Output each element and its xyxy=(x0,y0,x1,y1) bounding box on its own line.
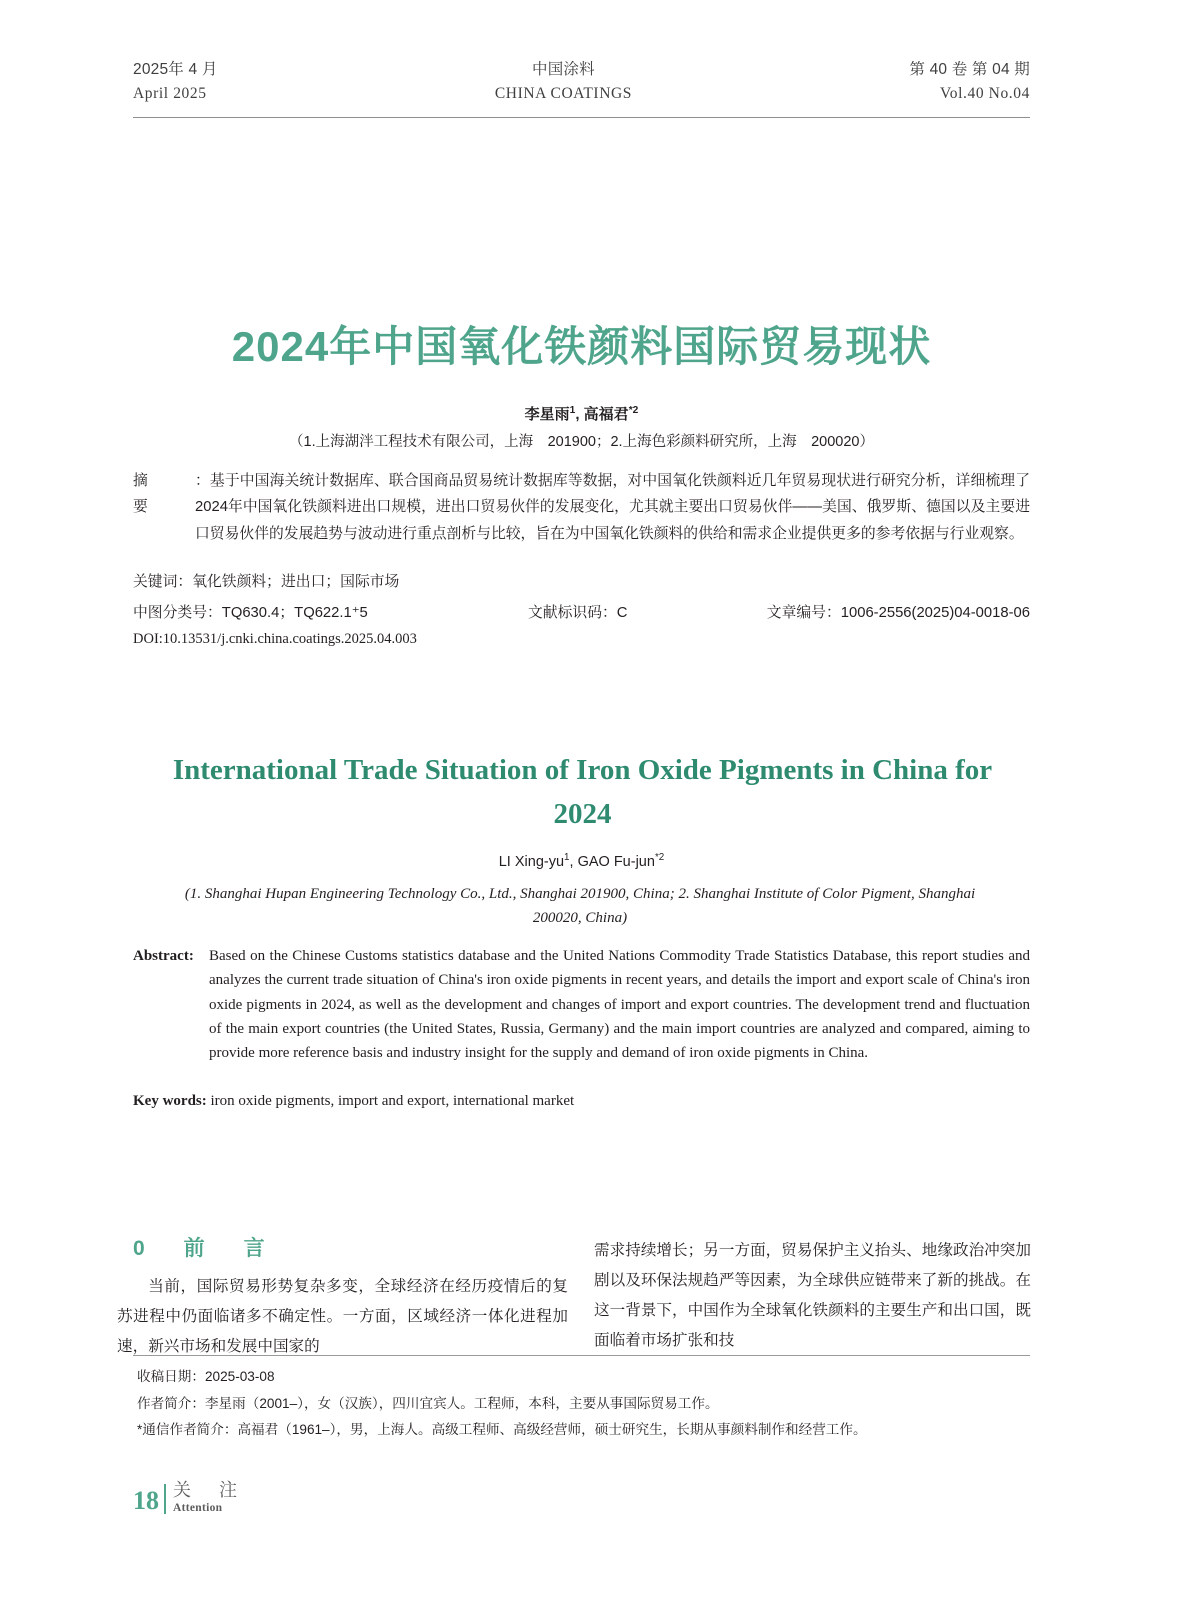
folio-section-en: Attention xyxy=(173,1501,223,1514)
page-title-en: International Trade Situation of Iron Oxide Pigments in China for 2024 xyxy=(172,754,993,831)
clc-number: 中图分类号：TQ630.4；TQ622.1⁺5 xyxy=(133,605,368,621)
document-code: 文献标识码：C xyxy=(528,605,628,621)
footnotes xyxy=(137,1364,1030,1444)
body-column-left xyxy=(117,1272,568,1362)
abstract-label-cn: 摘 要 xyxy=(133,473,175,516)
authors-en: LI Xing-$yu^1$, GAO Fu-jun$^{*2}$ xyxy=(498,852,665,870)
issue-date-en: April 2025 xyxy=(133,85,207,103)
journal-name-cn: 中国涂料 xyxy=(532,61,595,78)
keywords-text-en: iron oxide pigments, import and export, international market xyxy=(206,1093,575,1109)
folio-labels xyxy=(173,1481,242,1514)
footnote-divider xyxy=(133,1355,1030,1356)
running-head-divider xyxy=(133,117,1030,118)
page-title-cn: 2024年中国氧化铁颜料国际贸易现状 xyxy=(231,323,932,370)
classification-row xyxy=(133,601,1030,622)
authors-cn: 李星雨$^1$, 高福君$^{*2}$ xyxy=(524,405,639,423)
footnote-author-bio: 作者简介：李星雨（2001–），女（汉族），四川宜宾人。工程师，本科，主要从事国际贸易工作。 xyxy=(137,1395,719,1411)
abstract-text-en: Based on the Chinese Customs statistics database and the United Nations Commodity Trade Statistics Database, this report studies and analyzes the current trade situation of China's iron oxide pigments in recent years, and details the import and export scale of China's iron oxide pigments in 2024, as well as the development and changes of import and export countries. The development trend and fluctuation of the main export countries (the United States, Russia, Germany) and the main import countries are analyzed and compared, aiming to provide more reference basis and industry insight for the supply and demand of iron oxide pigments in China. xyxy=(209,948,1030,1062)
keywords-cn: 关键词：氧化铁颜料；进出口；国际市场 xyxy=(133,574,400,590)
folio-divider xyxy=(164,1484,166,1514)
affiliation-en: (1. Shanghai Hupan Engineering Technology Co., Ltd., Shanghai 201900, China; 2. Shanghai Institute of Color Pigment, Shanghai 200020, China) xyxy=(184,886,976,926)
abstract-text-cn: ：基于中国海关统计数据库、联合国商品贸易统计数据库等数据，对中国氧化铁颜料近几年贸易现状进行研究分析，详细梳理了2024年中国氧化铁颜料进出口规模，进出口贸易伙伴的发展变化，尤其就主要出口贸易伙伴——美国、俄罗斯、德国以及主要进口贸易伙伴的发展趋势与波动进行重点剖析与比较，旨在为中国氧化铁颜料的供给和需求企业提供更多的参考依据与行业观察。 xyxy=(195,473,1030,542)
body-paragraph-right: 需求持续增长；另一方面，贸易保护主义抬头、地缘政治冲突加剧以及环保法规趋严等因素，为全球供应链带来了新的挑战。在这一背景下，中国作为全球氧化铁颜料的主要生产和出口国，既面临着市场扩张和技 xyxy=(594,1242,1031,1349)
footnote-corresponding-author-bio: *通信作者简介：高福君（1961–），男，上海人。高级工程师、高级经营师，硕士研究生，长期从事颜料制作和经营工作。 xyxy=(137,1422,867,1437)
running-head-right xyxy=(909,58,1030,106)
abstract-cn xyxy=(133,468,1030,547)
page-number: 18 xyxy=(133,1485,159,1515)
affiliation-cn: （1.上海湖泮工程技术有限公司，上海 201900；2.上海色彩颜料研究所，上海 200020） xyxy=(289,434,874,450)
footnote-received-date: 收稿日期：2025-03-08 xyxy=(137,1369,275,1384)
running-head-left xyxy=(133,58,218,106)
body-column-right xyxy=(594,1236,1031,1356)
volume-issue-en: Vol.40 No.04 xyxy=(939,85,1030,103)
keywords-en xyxy=(133,1093,1030,1110)
folio xyxy=(133,1481,242,1514)
article-id: 文章编号：1006-2556(2025)04-0018-06 xyxy=(766,605,1030,621)
body-paragraph-left: 当前，国际贸易形势复杂多变，全球经济在经历疫情后的复苏进程中仍面临诸多不确定性。一方面，区域经济一体化进程加速，新兴市场和发展中国家的 xyxy=(117,1278,568,1355)
abstract-en xyxy=(133,944,1030,1065)
folio-section-cn: 关 注 xyxy=(173,1480,242,1500)
doi: DOI:10.13531/j.cnki.china.coatings.2025.04.003 xyxy=(133,631,417,647)
running-head-center xyxy=(495,58,632,106)
abstract-label-en: Abstract: xyxy=(133,948,194,964)
section-heading-introduction: 0 前 言 xyxy=(133,1237,274,1260)
journal-name-en: CHINA COATINGS xyxy=(494,85,633,103)
running-head xyxy=(133,58,1030,106)
volume-issue-cn: 第 40 卷 第 04 期 xyxy=(909,61,1030,78)
keywords-label-en: Key words: xyxy=(133,1093,207,1109)
issue-date-cn: 2025年 4 月 xyxy=(133,61,218,78)
